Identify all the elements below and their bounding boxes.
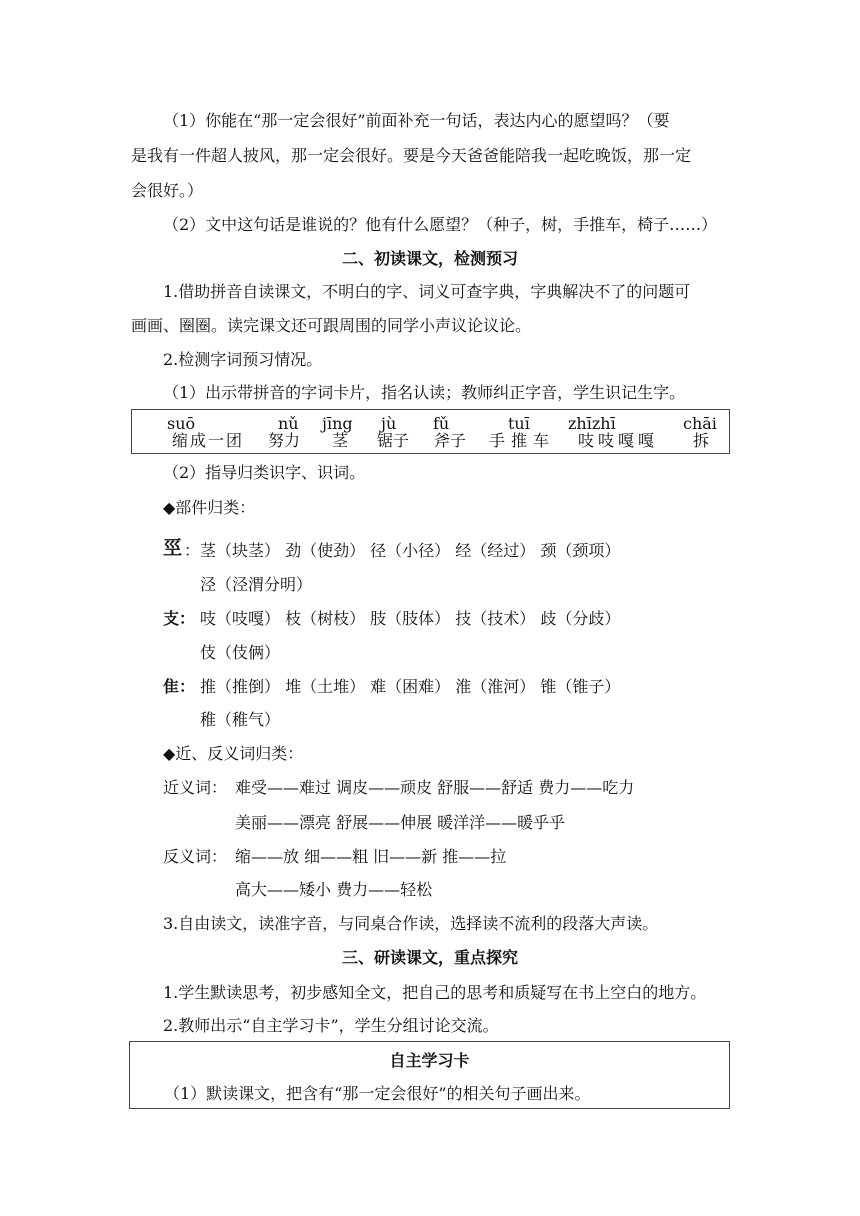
paragraph-2-2-2: （2）指导归类识字、识词。 (163, 463, 366, 482)
self-study-card (129, 1041, 730, 1109)
pinyin-word-card (131, 409, 730, 454)
paragraph-3-1: 1.学生默读思考，初步感知全文，把自己的思考和质疑写在书上空白的地方。 (163, 983, 707, 1002)
radical-group-2-line1: 吱（吱嘎） 枝（树枝） 肢（肢体） 技（技术） 歧（分歧） (200, 609, 621, 628)
paragraph-2-2: 2.检测字词预习情况。 (163, 350, 323, 369)
synonyms-label: 近义词： (163, 778, 228, 797)
paragraph-q2: （2）文中这句话是谁说的？他有什么愿望？（种子，树，手推车，椅子……） (163, 215, 718, 234)
antonyms-label: 反义词： (163, 847, 228, 866)
radical-group-3-line1: 推（推倒） 堆（土堆） 难（困难） 淮（淮河） 锥（锥子） (200, 677, 621, 696)
pinyin-1: suō (167, 414, 196, 433)
radical-group-3-line2: 稚（稚气） (200, 710, 281, 729)
card-word-4: 锯子 (377, 431, 410, 450)
radical-group-1-line2: 泾（泾渭分明） (200, 575, 313, 594)
section-heading-2: 二、初读课文，检测预习 (341, 249, 518, 268)
pinyin-6: tuī (508, 414, 530, 433)
pinyin-2: nǔ (278, 414, 299, 433)
antonyms-line2: 高大——矮小 费力——轻松 (235, 880, 433, 899)
paragraph-2-1-line2: 画画、圈圈。读完课文还可跟周围的同学小声议论议论。 (131, 316, 532, 335)
card-word-2: 努力 (268, 431, 301, 450)
radical-zhui-label: 隹： (163, 677, 196, 696)
paragraph-3-2: 2.教师出示“自主学习卡”，学生分组讨论交流。 (163, 1016, 499, 1035)
self-study-card-line1: （1）默读课文，把含有“那一定会很好”的相关句子画出来。 (164, 1084, 591, 1103)
paragraph-q1-line2: 是我有一件超人披风，那一定会很好。要是今天爸爸能陪我一起吃晚饭，那一定 (131, 146, 692, 165)
card-word-1: 缩成一团 (172, 431, 245, 450)
paragraph-2-2-1: （1）出示带拼音的字词卡片，指名认读；教师纠正字音，学生识记生字。 (163, 383, 686, 402)
self-study-card-title: 自主学习卡 (389, 1051, 470, 1070)
card-word-5: 斧子 (434, 431, 467, 450)
synonyms-antonyms-title: ◆近、反义词归类： (163, 744, 304, 763)
pinyin-5: fǔ (433, 414, 450, 433)
section-heading-3: 三、研读课文，重点探究 (341, 948, 518, 967)
paragraph-2-3: 3.自由读文，读准字音，与同桌合作读，选择读不流利的段落大声读。 (163, 914, 659, 933)
pinyin-3: jīng (322, 414, 353, 433)
synonyms-line1: 难受——难过 调皮——顽皮 舒服——舒适 费力——吃力 (235, 778, 635, 797)
paragraph-q1-line1: （1）你能在“那一定会很好”前面补充一句话，表达内心的愿望吗？（要 (163, 111, 670, 130)
pinyin-7: zhīzhī (568, 414, 616, 433)
radical-group-2-line2: 伎（伎俩） (200, 643, 281, 662)
card-word-7: 吱吱嘎嘎 (578, 431, 659, 450)
card-word-8: 拆 (693, 431, 710, 450)
radical-zhi-label: 支： (163, 609, 196, 628)
parts-title: ◆部件归类： (163, 498, 256, 517)
card-word-3: 茎 (332, 431, 349, 450)
paragraph-q1-line3: 会很好。） (131, 181, 204, 200)
radical-group-1-line1: ：茎（块茎） 劲（使劲） 径（小径） 经（经过） 颈（颈项） (184, 541, 621, 560)
card-word-6: 手推车 (489, 431, 556, 450)
paragraph-2-1-line1: 1.借助拼音自读课文，不明白的字、词义可查字典，字典解决不了的问题可 (163, 282, 691, 301)
synonyms-line2: 美丽——漂亮 舒展——伸展 暖洋洋——暖乎乎 (235, 813, 566, 832)
antonyms-line1: 缩——放 细——粗 旧——新 推——拉 (235, 847, 507, 866)
radical-jing-glyph: 巠 (163, 537, 183, 559)
pinyin-4: jù (381, 414, 397, 433)
pinyin-8: chāi (683, 414, 717, 433)
